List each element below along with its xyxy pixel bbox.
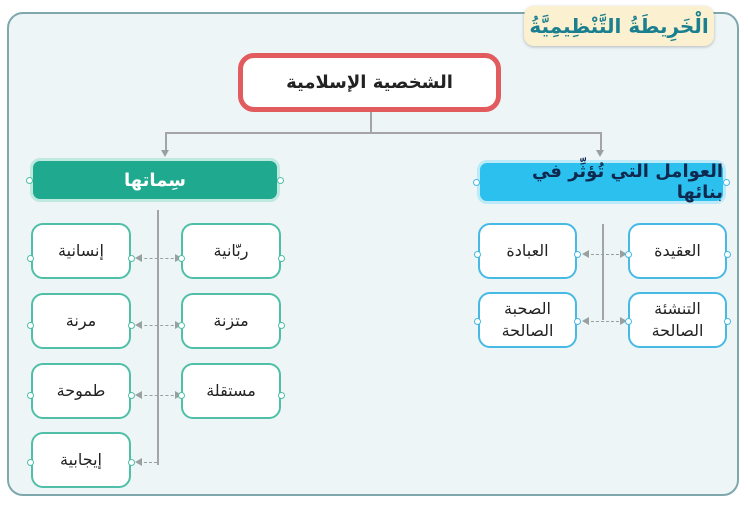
factor-node-suhba: [478, 292, 577, 348]
factor-node-ibada: [478, 223, 577, 279]
trait-connector-1: [139, 258, 179, 259]
node-dot: [278, 392, 285, 399]
root-stem-line: [370, 112, 372, 132]
factor-label: العقيدة: [654, 241, 701, 260]
node-dot: [128, 322, 135, 329]
factor-label: الصحبة الصالحة: [501, 299, 554, 340]
organizational-map-badge: [524, 6, 714, 46]
trait-arrow-1a: [135, 254, 142, 262]
node-dot: [178, 392, 185, 399]
node-dot: [724, 251, 731, 258]
traits-header-label: سِماتها: [124, 169, 186, 191]
node-dot: [178, 255, 185, 262]
factors-header-left-dot: [473, 179, 480, 186]
node-dot: [474, 251, 481, 258]
node-dot: [128, 255, 135, 262]
badge-title: الْخَرِيطَةُ التَّنْظِيمِيَّةُ: [529, 14, 709, 38]
factor-connector-2: [586, 321, 624, 322]
factor-arrow-2a: [582, 317, 589, 325]
trait-connector-2: [139, 325, 179, 326]
node-dot: [278, 255, 285, 262]
trait-node-ijabiyya: [31, 432, 131, 488]
trait-arrow-3a: [135, 391, 142, 399]
factors-header: [477, 160, 726, 204]
traits-header-left-dot: [26, 177, 33, 184]
right-drop-arrow: [596, 150, 604, 157]
node-dot: [278, 322, 285, 329]
root-label: الشخصية الإسلامية: [286, 72, 453, 93]
factor-arrow-1a: [582, 250, 589, 258]
node-dot: [128, 392, 135, 399]
factors-header-label: العوامل التي تُؤثِّر في بنائها: [531, 161, 723, 203]
node-dot: [128, 459, 135, 466]
factors-spine-line: [602, 224, 604, 320]
node-dot: [27, 392, 34, 399]
left-drop-arrow: [161, 150, 169, 157]
trait-label: إنسانية: [58, 241, 104, 260]
node-dot: [574, 318, 581, 325]
trait-arrow-2a: [135, 321, 142, 329]
trait-node-marina: [31, 293, 131, 349]
traits-header: [30, 158, 280, 202]
factor-node-tanshia: [628, 292, 727, 348]
trait-connector-3: [139, 395, 179, 396]
traits-spine-line: [157, 210, 159, 465]
left-drop-line: [165, 132, 167, 152]
node-dot: [625, 318, 632, 325]
node-dot: [574, 251, 581, 258]
trait-label: طموحة: [56, 381, 106, 400]
trait-label: مرنة: [65, 311, 97, 330]
trait-label: ربّانية: [213, 241, 249, 260]
root-node: [238, 53, 501, 112]
root-horizontal-line: [165, 132, 601, 134]
trait-node-mustaqilla: [181, 363, 281, 419]
node-dot: [178, 322, 185, 329]
node-dot: [625, 251, 632, 258]
traits-header-right-dot: [277, 177, 284, 184]
node-dot: [27, 322, 34, 329]
node-dot: [27, 255, 34, 262]
factor-label: العبادة: [506, 241, 549, 260]
node-dot: [27, 459, 34, 466]
trait-label: مستقلة: [206, 381, 256, 400]
trait-node-tamuha: [31, 363, 131, 419]
node-dot: [724, 318, 731, 325]
factor-connector-1: [586, 254, 624, 255]
right-drop-line: [600, 132, 602, 152]
factors-header-right-dot: [723, 179, 730, 186]
factor-node-aqida: [628, 223, 727, 279]
trait-label: إيجابية: [60, 450, 102, 469]
trait-node-insaniyya: [31, 223, 131, 279]
trait-label: متزنة: [213, 311, 249, 330]
node-dot: [474, 318, 481, 325]
trait-arrow-4a: [135, 458, 142, 466]
factor-label: التنشئة الصالحة: [651, 299, 704, 340]
trait-node-rabbaniyya: [181, 223, 281, 279]
trait-node-mutazina: [181, 293, 281, 349]
